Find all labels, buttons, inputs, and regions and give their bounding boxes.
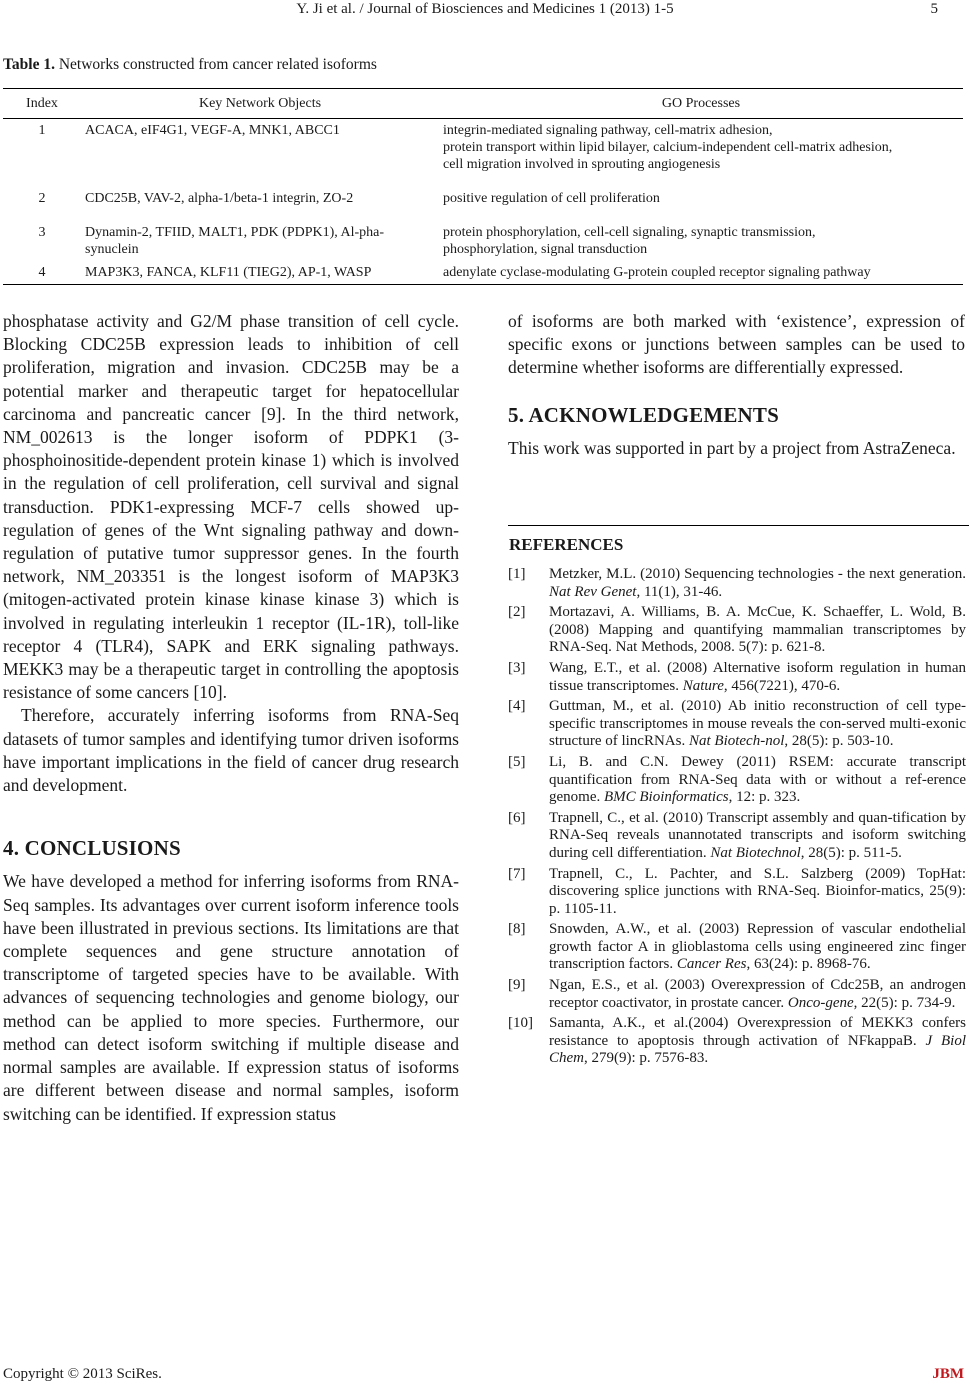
- reference-details: , 11(1), 31-46.: [636, 583, 723, 600]
- cell-objects: MAP3K3, FANCA, KLF11 (TIEG2), AP-1, WASP: [81, 261, 439, 285]
- section-heading-conclusions: 4. CONCLUSIONS: [3, 836, 181, 861]
- reference-journal: Nature: [682, 677, 724, 694]
- reference-main: Metzker, M.L. (2010) Sequencing technologies - the next generation.: [549, 566, 966, 582]
- go-line: positive regulation of cell proliferation: [443, 191, 660, 206]
- table-caption: [3, 56, 377, 74]
- reference-main: Li, B. and C.N. Dewey (2011) RSEM: accurate transcript quantification from RNA-Seq data with or without a ref-erence genome.: [549, 753, 966, 806]
- reference-journal: J Biol Chem: [549, 1032, 966, 1067]
- footer-copyright: Copyright © 2013 SciRes.: [3, 1366, 162, 1382]
- reference-number: [7]: [508, 865, 526, 882]
- reference-details: , 279(9): p. 7576-83.: [584, 1050, 709, 1067]
- reference-item: [508, 566, 966, 601]
- reference-number: [6]: [508, 809, 526, 826]
- column-header-objects: Key Network Objects: [81, 89, 439, 119]
- reference-item: [508, 921, 966, 974]
- reference-main: Wang, E.T., et al. (2008) Alternative isoform regulation in human tissue transcriptomes.: [549, 659, 966, 694]
- reference-item: [508, 698, 966, 751]
- reference-journal: Cancer Res: [676, 956, 747, 973]
- table-caption-label: Table 1.: [3, 56, 55, 73]
- reference-text: [549, 566, 966, 601]
- reference-item: [508, 604, 966, 657]
- cell-go: [439, 187, 963, 221]
- running-head-text: Y. Ji et al. / Journal of Biosciences and Medicines 1 (2013) 1-5: [296, 1, 674, 17]
- go-line: protein transport within lipid bilayer, calcium-independent cell-matrix adhesion,: [443, 140, 893, 155]
- left-column: [3, 310, 459, 1126]
- reference-journal: Nat Rev Genet: [549, 583, 637, 600]
- reference-number: [3]: [508, 659, 526, 676]
- reference-details: , 12: p. 323.: [728, 789, 801, 806]
- reference-main: Trapnell, C., L. Pachter, and S.L. Salzberg (2009) TopHat: discovering splice junctions with RNA-Seq. Bioinfor-matics, 25(9): p. 1105-11.: [549, 865, 966, 917]
- go-line: integrin-mediated signaling pathway, cell-matrix adhesion,: [443, 123, 773, 138]
- reference-main: Trapnell, C., et al. (2010) Transcript assembly and quan-tification by RNA-Seq reveals unannotated transcripts and isoform switching during cell differentiation.: [549, 809, 966, 861]
- cell-index: 4: [3, 261, 81, 285]
- cell-objects: ACACA, eIF4G1, VEGF-A, MNK1, ABCC1: [85, 123, 340, 138]
- reference-number: [1]: [508, 566, 526, 582]
- reference-main: Guttman, M., et al. (2010) Ab initio reconstruction of cell type-specific transcriptomes in mouse reveals the con-served multi-exonic structure of lincRNAs.: [549, 698, 966, 750]
- reference-main: Snowden, A.W., et al. (2003) Repression of vascular endothelial growth factor A in glioblastoma cells using engineered zinc finger transcription factors.: [549, 921, 966, 973]
- reference-journal: Nat Biotechnol: [710, 844, 801, 861]
- table-header-row: [3, 89, 963, 119]
- reference-journal: Onco-gene: [787, 994, 854, 1011]
- table-caption-text: Networks constructed from cancer related isoforms: [58, 56, 377, 73]
- cell-objects: CDC25B, VAV-2, alpha-1/beta-1 integrin, ZO-2: [85, 191, 354, 206]
- reference-item: [508, 977, 966, 1012]
- running-head: [0, 0, 970, 22]
- body-paragraph: phosphatase activity and G2/M phase transition of cell cycle. Blocking CDC25B expression leads to inhibition of cell proliferation, migration and invasion. CDC25B may be a potential marker and therapeutic target for hepatocellular carcinoma and pancreatic cancer [9]. In the third network, NM_002613 is the longer isoform of PDPK1 (3-phosphoinositide-dependent protein kinase 1) which is involved in the regulation of cell proliferation, cell survival and signal transduction. PDK1-expressing MCF-7 cells showed up-regulation of genes of the Wnt signaling pathway and down-regulation of putative tumor suppressor genes. In the fourth network, NM_203351 is the longest isoform of MAP3K3 (mitogen-activated protein kinase kinase kinase 3) which is involved in regulating interleukin 1 receptor (IL-1R), toll-like receptor 4 (TLR4), SAPK and ERK signaling pathways. MEKK3 may be a therapeutic target in controlling the apoptosis resistance of some cancers [10].: [3, 311, 459, 703]
- table-row: [3, 221, 963, 261]
- references-list: [508, 566, 966, 1071]
- references-divider: [508, 525, 969, 526]
- body-paragraph: Therefore, accurately inferring isoforms from RNA-Seq datasets of tumor samples and identifying tumor driven isoforms have important implications in the field of cancer drug research and development.: [3, 705, 459, 796]
- reference-text: [549, 604, 966, 657]
- table-row: [3, 187, 963, 221]
- body-paragraph: We have developed a method for inferring isoforms from RNA-Seq samples. Its advantages over current isoform inference tools have been illustrated in previous sections. Its limitations are that complete sequences and gene structure annotation of transcriptome of targeted species have to be available. With advances of sequencing technologies and genome biology, our method can be applied to more species. Furthermore, our method can detect isoform switching if multiple disease and normal samples are available. If expression status of isoforms are different between disease and normal samples, isoform switching can be identified. If expression status: [3, 871, 459, 1124]
- reference-item: [508, 866, 966, 919]
- reference-details: , 28(5): p. 511-5.: [800, 844, 902, 861]
- reference-main: Ngan, E.S., et al. (2003) Overexpression of Cdc25B, an androgen receptor coactivator, in prostate cancer.: [549, 977, 966, 1011]
- reference-number: [8]: [508, 921, 526, 938]
- reference-details: , 456(7221), 470-6.: [723, 677, 841, 694]
- footer-journal-abbrev: JBM: [932, 1366, 964, 1382]
- go-line: adenylate cyclase-modulating G-protein coupled receptor signaling pathway: [443, 265, 871, 280]
- reference-item: [508, 660, 966, 695]
- reference-number: [2]: [508, 604, 526, 621]
- body-paragraph: of isoforms are both marked with ‘existence’, expression of specific exons or junctions between samples can be used to determine whether isoforms are differentially expressed.: [508, 311, 965, 378]
- cell-go: [439, 119, 963, 188]
- reference-item: [508, 754, 966, 807]
- reference-main: Mortazavi, A. Williams, B. A. McCue, K. Schaeffer, L. Wold, B. (2008) Mapping and quantifying mammalian transcriptomes by RNA-Seq. Nat Methods, 2008. 5(7): p. 621-8.: [549, 604, 966, 656]
- go-line: protein phosphorylation, cell-cell signaling, synaptic transmission,: [443, 225, 816, 240]
- reference-number: [4]: [508, 698, 526, 715]
- reference-details: , 22(5): p. 734-9.: [853, 994, 956, 1011]
- reference-number: [9]: [508, 977, 526, 994]
- references-title: REFERENCES: [509, 535, 624, 554]
- reference-text: [549, 921, 966, 974]
- reference-text: [549, 754, 966, 807]
- reference-number: [5]: [508, 753, 526, 770]
- reference-text: [549, 810, 966, 863]
- reference-item: [508, 810, 966, 863]
- table-row: [3, 119, 963, 188]
- reference-main: Samanta, A.K., et al.(2004) Overexpression of MEKK3 confers resistance to apoptosis through activation of NFkappaB.: [549, 1015, 966, 1049]
- reference-details: , 28(5): p. 503-10.: [784, 733, 894, 750]
- column-header-go: GO Processes: [439, 89, 963, 119]
- reference-text: [549, 866, 966, 919]
- cell-objects: Dynamin-2, TFIID, MALT1, PDK (PDPK1), Al-pha-synuclein: [85, 225, 385, 257]
- page-number: 5: [930, 1, 938, 17]
- cell-go: [439, 221, 963, 261]
- column-header-index: Index: [3, 89, 81, 119]
- cell-index: 2: [38, 191, 46, 206]
- reference-details: , 63(24): p. 8968-76.: [746, 956, 871, 973]
- reference-text: [549, 698, 966, 751]
- right-column: [508, 310, 965, 460]
- go-line: phosphorylation, signal transduction: [443, 242, 648, 257]
- reference-item: [508, 1015, 966, 1068]
- reference-text: [549, 977, 966, 1012]
- section-heading-acknowledgements: 5. ACKNOWLEDGEMENTS: [508, 402, 780, 427]
- table-row: [3, 261, 963, 285]
- body-paragraph: This work was supported in part by a project from AstraZeneca.: [508, 437, 956, 458]
- reference-journal: Nat Biotech-nol: [688, 733, 785, 750]
- reference-number: [10]: [508, 1015, 533, 1032]
- reference-journal: BMC Bioinformatics: [603, 789, 729, 806]
- go-line: cell migration involved in sprouting angiogenesis: [443, 157, 721, 172]
- cell-index: 3: [38, 225, 46, 240]
- cell-go: [439, 261, 963, 285]
- reference-text: [549, 1015, 966, 1068]
- reference-text: [549, 660, 966, 695]
- networks-table: [3, 88, 963, 285]
- cell-index: 1: [38, 123, 46, 138]
